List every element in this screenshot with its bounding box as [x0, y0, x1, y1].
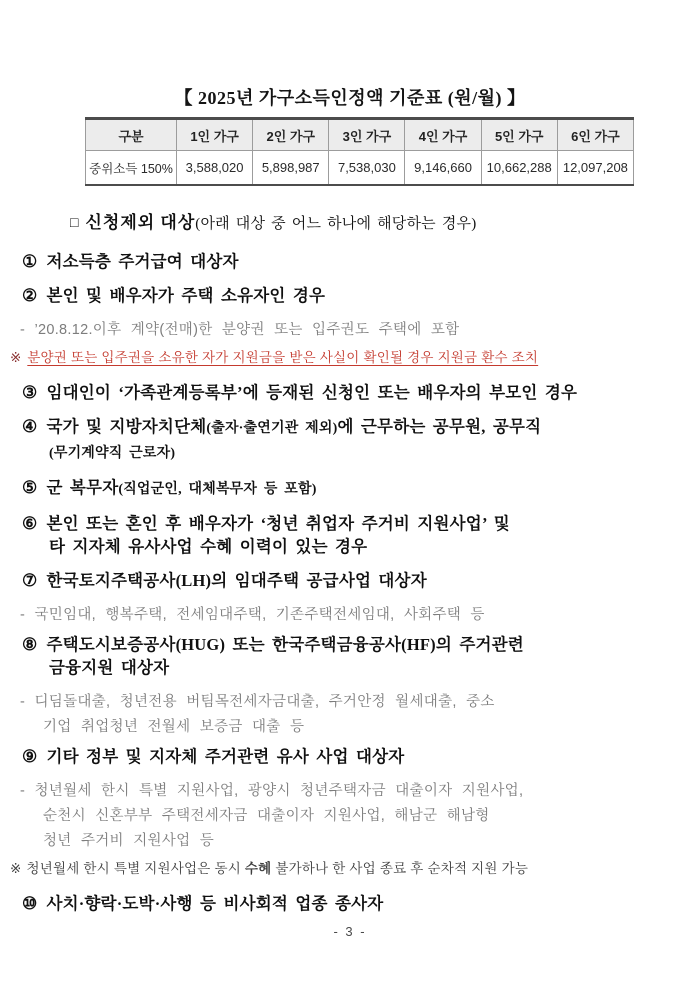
note-text: 수혜	[244, 861, 272, 876]
item-number-badge: ①	[22, 252, 38, 271]
exclusion-item	[0, 512, 700, 558]
item-text: 임대인이 ‘가족관계등록부’에 등재된 신청인 또는 배우자의 부모인 경우	[46, 383, 578, 402]
exclusion-item	[0, 250, 700, 273]
detail-line: 순천시 신혼부부 주택전세자금 대출이자 지원사업, 해남군 해남형	[43, 808, 490, 824]
item-line	[22, 512, 700, 535]
detail-line: - 청년월세 한시 특별 지원사업, 광양시 청년주택자금 대출이자 지원사업,	[20, 783, 524, 799]
item-detail	[0, 690, 700, 740]
item-line	[22, 284, 700, 307]
item-line	[22, 633, 700, 656]
income-table-header-row	[86, 119, 634, 151]
income-table-header-cell: 6인 가구	[557, 119, 633, 151]
income-table-value-cell: 10,662,288	[481, 151, 557, 186]
item-text: 저소득층 주거급여 대상자	[46, 252, 239, 271]
detail-line: - ’20.8.12.이후 계약(전매)한 분양권 또는 입주권도 주택에 포함	[20, 322, 460, 338]
item-text: (출자·출연기관 제외)	[206, 421, 338, 436]
exclusion-item	[0, 284, 700, 307]
exclusion-item	[0, 745, 700, 768]
income-table-value-cell: 9,146,660	[405, 151, 481, 186]
detail-line: - 국민임대, 행복주택, 전세임대주택, 기존주택전세임대, 사회주택 등	[20, 607, 485, 623]
item-line	[22, 415, 700, 440]
item-number-badge: ⑩	[22, 894, 38, 913]
exclusion-item	[0, 415, 700, 465]
item-text: (무기계약직 근로자)	[49, 446, 176, 461]
exclusion-item	[0, 476, 700, 501]
item-line	[22, 250, 700, 273]
income-table-header-cell: 5인 가구	[481, 119, 557, 151]
detail-line: 기업 취업청년 전월세 보증금 대출 등	[43, 719, 305, 735]
item-number-badge: ⑧	[22, 635, 38, 654]
item-number-badge: ⑥	[22, 514, 38, 533]
note-text: 불가하나 한 사업 종료 후 순차적 지원 가능	[271, 861, 529, 876]
item-number-badge: ⑤	[22, 478, 38, 497]
item-line	[22, 381, 700, 404]
item-line	[22, 569, 700, 592]
item-text: 사치·향락·도박·사행 등 비사회적 업종 종사자	[46, 894, 384, 913]
warning-note	[10, 348, 700, 368]
income-table-value-cell: 3,588,020	[177, 151, 253, 186]
item-line	[22, 892, 700, 915]
square-bullet-icon: □	[70, 216, 79, 231]
item-text: 주택도시보증공사(HUG) 또는 한국주택금융공사(HF)의 주거관련	[46, 635, 524, 654]
income-table	[85, 117, 634, 186]
item-line	[22, 745, 700, 768]
item-text: 국가 및 지방자치단체	[46, 417, 207, 436]
item-text: 타 지자체 유사사업 수혜 이력이 있는 경우	[49, 537, 368, 556]
item-number-badge: ⑨	[22, 747, 38, 766]
income-table-row-label: 중위소득 150%	[86, 151, 177, 186]
income-table-row	[86, 151, 634, 186]
info-note	[10, 859, 700, 879]
item-number-badge: ⑦	[22, 571, 38, 590]
detail-line: 청년 주거비 지원사업 등	[43, 833, 215, 849]
income-table-value-cell: 7,538,030	[329, 151, 405, 186]
item-text: 본인 및 배우자가 주택 소유자인 경우	[46, 286, 326, 305]
income-table-header-cell: 2인 가구	[253, 119, 329, 151]
income-table-wrap	[85, 117, 700, 186]
detail-line: - 디딤돌대출, 청년전용 버팀목전세자금대출, 주거안정 월세대출, 중소	[20, 694, 495, 710]
asterisk-marker-icon: ※	[10, 861, 22, 876]
income-table-header-cell: 1인 가구	[177, 119, 253, 151]
item-line	[22, 476, 700, 501]
item-detail	[0, 318, 700, 343]
item-line	[49, 535, 700, 558]
item-text: 한국토지주택공사(LH)의 임대주택 공급사업 대상자	[46, 571, 427, 590]
item-text: 금융지원 대상자	[49, 658, 170, 677]
exclusion-item	[0, 569, 700, 592]
exclusion-section-title: 신청제외 대상	[85, 213, 196, 232]
income-table-body	[86, 151, 634, 186]
item-line	[49, 656, 700, 679]
income-table-title: 【 2025년 가구소득인정액 기준표 (원/월) 】	[174, 88, 526, 108]
asterisk-marker-icon: ※	[10, 350, 22, 365]
exclusion-item	[0, 892, 700, 915]
income-table-header-cell: 구분	[86, 119, 177, 151]
exclusion-item	[0, 381, 700, 404]
income-table-header-cell: 3인 가구	[329, 119, 405, 151]
exclusion-section-subtitle: (아래 대상 중 어느 하나에 해당하는 경우)	[195, 216, 477, 232]
item-text: (직업군인, 대체복무자 등 포함)	[118, 482, 317, 497]
income-table-value-cell: 12,097,208	[557, 151, 633, 186]
item-number-badge: ②	[22, 286, 38, 305]
item-detail	[0, 603, 700, 628]
item-detail	[0, 779, 700, 854]
note-text: 청년월세 한시 특별 지원사업은 동시	[26, 861, 245, 876]
income-table-header-cell: 4인 가구	[405, 119, 481, 151]
item-text: 군 복무자	[46, 478, 119, 497]
item-line	[49, 440, 700, 465]
item-text: 기타 정부 및 지자체 주거관련 유사 사업 대상자	[46, 747, 405, 766]
item-text: 에 근무하는 공무원, 공무직	[337, 417, 542, 436]
item-number-badge: ④	[22, 417, 38, 436]
exclusion-section-heading	[70, 212, 700, 236]
page-number: - 3 -	[333, 924, 367, 939]
exclusion-item	[0, 633, 700, 679]
warning-text: 분양권 또는 입주권을 소유한 자가 지원금을 받은 사실이 확인될 경우 지원금 환수 조치	[27, 350, 539, 365]
item-number-badge: ③	[22, 383, 38, 402]
item-text: 본인 또는 혼인 후 배우자가 ‘청년 취업자 주거비 지원사업’ 및	[46, 514, 510, 533]
exclusion-list	[0, 250, 700, 915]
income-table-value-cell: 5,898,987	[253, 151, 329, 186]
